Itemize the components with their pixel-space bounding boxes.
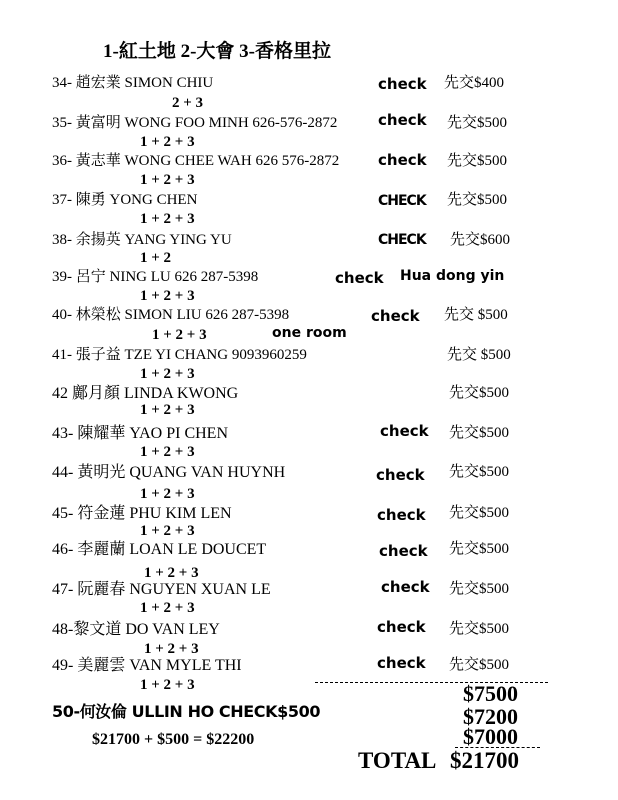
entry-47-name: 47- 阮麗春 NGUYEN XUAN LE xyxy=(52,581,271,598)
entry-38-check: CHECK xyxy=(378,232,426,248)
entry-37-paid: 先交$500 xyxy=(447,192,508,208)
entry-41-name: 41- 張子益 TZE YI CHANG 9093960259 xyxy=(52,347,307,363)
total-value: $21700 xyxy=(450,748,519,773)
subtotal-3: $7000 xyxy=(463,724,518,749)
entry-38-paid: 先交$600 xyxy=(450,232,511,248)
entry-49-venues: 1 + 2 + 3 xyxy=(140,677,195,693)
entry-38-name: 38- 余揚英 YANG YING YU xyxy=(52,232,232,248)
entry-42-name: 42 鄺月顏 LINDA KWONG xyxy=(52,385,239,402)
entry-42-venues: 1 + 2 + 3 xyxy=(140,402,195,418)
entry-43-paid: 先交$500 xyxy=(449,425,510,441)
entry-37-venues: 1 + 2 + 3 xyxy=(140,211,195,227)
entry-35-name: 35- 黃富明 WONG FOO MINH 626-576-2872 xyxy=(52,115,338,131)
entry-45-name: 45- 符金蓮 PHU KIM LEN xyxy=(52,505,232,522)
entry-40-check: check xyxy=(371,307,420,325)
entry-34-check: check xyxy=(378,75,427,93)
entry-39-check: check xyxy=(335,269,384,287)
entry-35-venues: 1 + 2 + 3 xyxy=(140,134,195,150)
entry-44-name: 44- 黃明光 QUANG VAN HUYNH xyxy=(52,464,286,481)
entry-34-venues: 2 + 3 xyxy=(172,95,204,111)
entry-46-paid: 先交$500 xyxy=(449,541,510,557)
entry-35-paid: 先交$500 xyxy=(447,115,508,131)
entry-34-name: 34- 趙宏業 SIMON CHIU xyxy=(52,75,214,91)
entry-45-venues: 1 + 2 + 3 xyxy=(140,523,195,539)
entry-47-venues: 1 + 2 + 3 xyxy=(140,600,195,616)
entry-40-venues: 1 + 2 + 3 xyxy=(152,327,207,343)
entry-43-check: check xyxy=(380,422,429,440)
entry-44-check: check xyxy=(376,466,425,484)
entry-46-name: 46- 李麗蘭 LOAN LE DOUCET xyxy=(52,541,267,558)
entry-35-check: check xyxy=(378,111,427,129)
entry-40-paid: 先交 $500 xyxy=(444,307,508,323)
entry-39-note: Hua dong yin xyxy=(400,268,505,284)
entry-34-paid: 先交$400 xyxy=(444,75,505,91)
entry-37-name: 37- 陳勇 YONG CHEN xyxy=(52,192,198,208)
entry-50-line: 50-何汝倫 ULLIN HO CHECK$500 xyxy=(52,702,321,721)
entry-48-check: check xyxy=(377,618,426,636)
entry-38-venues: 1 + 2 xyxy=(140,250,172,266)
entry-49-paid: 先交$500 xyxy=(449,657,510,673)
entry-47-check: check xyxy=(381,578,430,596)
entry-43-name: 43- 陳耀華 YAO PI CHEN xyxy=(52,425,229,442)
entry-48-venues: 1 + 2 + 3 xyxy=(144,641,199,657)
entry-44-venues: 1 + 2 + 3 xyxy=(140,486,195,502)
entry-45-paid: 先交$500 xyxy=(449,505,510,521)
entry-49-check: check xyxy=(377,654,426,672)
subtotal-2: $7200 xyxy=(463,704,518,729)
entry-41-venues: 1 + 2 + 3 xyxy=(140,366,195,382)
entry-42-paid: 先交$500 xyxy=(449,385,510,401)
entry-49-name: 49- 美麗雲 VAN MYLE THI xyxy=(52,657,242,674)
entry-41-paid: 先交 $500 xyxy=(447,347,511,363)
page-heading: 1-紅土地 2-大會 3-香格里拉 xyxy=(103,41,331,62)
entry-39-venues: 1 + 2 + 3 xyxy=(140,288,195,304)
entry-36-name: 36- 黃志華 WONG CHEE WAH 626 576-2872 xyxy=(52,153,340,169)
entry-47-paid: 先交$500 xyxy=(449,581,510,597)
total-label: TOTAL xyxy=(358,748,437,773)
entry-36-paid: 先交$500 xyxy=(447,153,508,169)
entry-40-note: one room xyxy=(272,325,347,341)
entry-39-name: 39- 呂宁 NING LU 626 287-5398 xyxy=(52,269,259,285)
entry-36-check: check xyxy=(378,151,427,169)
entry-45-check: check xyxy=(377,506,426,524)
entry-48-name: 48-黎文道 DO VAN LEY xyxy=(52,621,220,638)
subtotal-1: $7500 xyxy=(463,681,518,706)
entry-37-check: CHECK xyxy=(378,193,426,209)
entry-46-check: check xyxy=(379,542,428,560)
entry-43-venues: 1 + 2 + 3 xyxy=(140,444,195,460)
entry-36-venues: 1 + 2 + 3 xyxy=(140,172,195,188)
sum-line: $21700 + $500 = $22200 xyxy=(92,731,255,748)
entry-44-paid: 先交$500 xyxy=(449,464,510,480)
entry-40-name: 40- 林榮松 SIMON LIU 626 287-5398 xyxy=(52,307,290,323)
entry-46-venues: 1 + 2 + 3 xyxy=(144,565,199,581)
entry-48-paid: 先交$500 xyxy=(449,621,510,637)
